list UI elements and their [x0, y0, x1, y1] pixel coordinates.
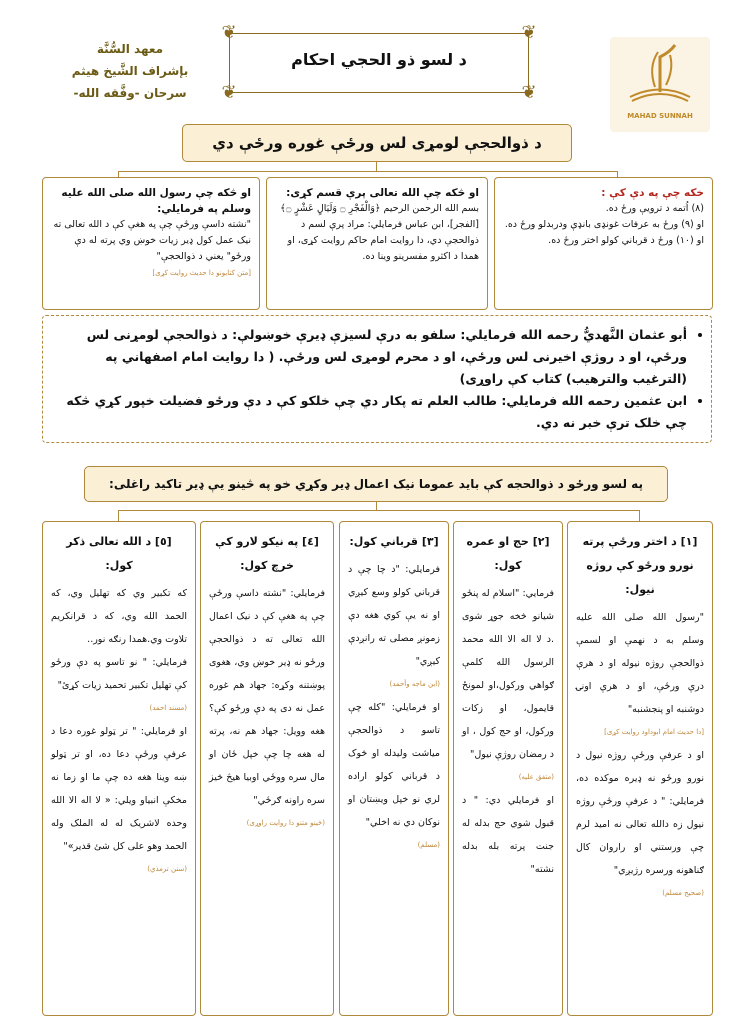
practice-column-1: [567, 521, 713, 1016]
quote-item: • ابن عثمين رحمه الله فرمايلي: طالب العلم ته پکار دي چې خلکو کې د دې ورځو فضيلت خپور کړي څکه چې خلک ترې خبر نه دي.: [57, 390, 687, 434]
practice-heading: [١] د اختر ورځې پرته نورو ورځو کې روژه نيول:: [582, 535, 698, 596]
logo: [610, 37, 710, 132]
institute-line-2: بإشراف الشَّيخ هيثم: [71, 64, 189, 78]
reason-item: (٨) اُتمه د ترويې ورځ ده.: [605, 203, 704, 214]
practice-text: "رسول الله صلی الله عليه وسلم به د نهمې او لسمې ذوالحجې روژه نيوله او د هرې درې ورځې، او د هرې اونۍ دوشنبه او پنجشنبه": [576, 612, 704, 715]
practice-column-5: [42, 521, 196, 1016]
reason-heading: او څکه چې رسول الله صلى الله عليه وسلم په فرمايلي:: [61, 187, 251, 215]
scholar-quotes: [42, 315, 712, 443]
institute-line-3: سرحان -وفَّقه الله-: [73, 86, 187, 100]
practice-text: فرمايي: "اسلام له پنځو شيانو څخه جوړ شوی .د لا اله الا الله محمد الرسول الله کلمې ګواهي ورکول،او لمونځ قايمول، او زکات ورکول، او حج کول ، او د رمضان روژې نيول": [462, 588, 554, 760]
citation: (څينو متنو دا روايت راوړی): [246, 819, 325, 827]
reason-item: او (١٠) ورځ د قرباني کولو اختر ورځ ده.: [548, 235, 704, 246]
practice-column-3: [339, 521, 449, 1016]
practice-text: که تکبير وي که تهليل وي، که الحمد الله وي، که د قرانکريم تلاوت وي.همدا رنګه نور..: [51, 588, 187, 645]
practice-text: او د عرفې ورځې روژه نيول د نورو ورځو نه ډيره موکده ده، فرمايلي: " د عرفې ورځې روژه نيول زه دالله تعالى نه اميد لرم چې ورستني او راروان کال ګناهونه ورسره رژيږي": [576, 750, 704, 876]
reason-text: بسم الله الرحمن الرحيم ﴿وَالْفَجْرِ ۝ وَلَيَالٍ عَشْرٍ ۝﴾ [الفجر]، ابن عباس فرمايلي: مراد پرې لسم د ذوالحجې دي، دا روايت امام حاکم روايت کړی، او همدا د اکثرو مفسرينو وينا ده.: [280, 203, 479, 262]
ornament-corner-icon: ❦: [221, 82, 237, 103]
citation: (صحيح مسلم): [662, 889, 704, 897]
practice-heading: [٣] قرباني کول:: [349, 535, 439, 548]
ornament-corner-icon: ❦: [521, 22, 537, 43]
reason-text: "نشته داسې ورځې چې په هغې کې د الله تعالى ته نيک عمل کول ډير زيات خوښ وي پرته له دې ورځو" يعني د ذوالحجې": [53, 219, 251, 262]
book-logo-icon: [610, 37, 710, 117]
citation: [متن کتابونو دا حديث روايت کړی]: [152, 269, 251, 277]
quote-item: • أبو عثمان النَّهديُّ رحمه الله فرمايلي: سلفو به درې لسيزې ډيرې خوښولې: د ذوالحجې لومړنی لس ورځې، او د روژې اخيرنی لس ورځې، او د محرم لومړی لس ورځې. ( دا روايت امام اصفهاني په (الترغيب والترهيب) کتاب کې راوړی): [57, 324, 687, 390]
citation: [دا حديث امام ابوداود روايت کړی]: [604, 728, 704, 736]
practice-text: او فرمايلي: " تر ټولو غوره دعا د عرفې ورځې دعا ده، او تر ټولو ښه وينا هغه ده چې ما او زما نه مخکې انبياو ويلي: « لا اله الا الله وحده لاشريک له له الملک وله الحمد وهو على کل شئ قدير»": [51, 726, 187, 852]
practice-text: فرمايلي: "د چا چې د قرباني کولو وسع کيږي او نه يې کوي هغه دې زمونږ مصلی ته رانږدې کيږي": [348, 564, 440, 667]
citation: (ابن ماجه وأحمد): [389, 680, 440, 688]
institute-line-1: معهد السُّنَّة: [96, 42, 164, 56]
practice-heading: [٥] د الله تعالى ذکر کول:: [66, 535, 172, 572]
citation: (متفق عليه): [518, 773, 554, 781]
citation: (مسلم): [417, 841, 440, 849]
main-heading: د ذوالحجې لومړی لس ورځې غوره ورځې دي: [182, 124, 572, 162]
practice-column-2: [453, 521, 563, 1016]
practice-text: فرمايلي: "نشته داسې ورځې چې په هغې کې د نيک اعمال الله تعالى ته د ذوالحجې ورځو نه ډير خوښ وي، هغوی پوښتنه وکړه: جهاد هم غوره عمل نه دی په دې ورځو کې؟ هغه وويل: جهاد هم نه، پرته له هغه چا چې خپل ځان او مال سره ووځي اوبيا هيڅ څيز سره راونه ګرځي": [209, 588, 325, 806]
citation: (سنن ترمذي): [147, 865, 187, 873]
practice-column-4: [200, 521, 334, 1016]
reason-box-days: [494, 177, 713, 310]
reason-item: او (٩) ورځ به عرفات غونډی بانډې ودربدلو ورځ ده.: [504, 219, 704, 230]
ornament-corner-icon: ❦: [221, 22, 237, 43]
practice-heading: [٤] په نيکو لارو کې خرچ کول:: [215, 535, 319, 572]
reason-heading: خکه چې په دې کې :: [601, 187, 704, 199]
connector-line: [118, 510, 640, 521]
title-frame: [221, 22, 537, 103]
page-title: د لسو ذو الحجي احکام: [291, 50, 467, 69]
logo-text: MAHAD SUNNAH: [627, 112, 693, 120]
citation: (مسند احمد): [149, 704, 187, 712]
practice-text: او فرمايلي: "کله چې تاسو د ذوالحجې مياشت وليدله او څوک د قرباني کولو اراده لري نو خپل ويښتان او نوکان دي نه اخلي": [348, 702, 440, 828]
reason-box-oath: [266, 177, 488, 310]
practice-text: فرمايلي: " نو تاسو په دې ورځو کې تهليل تکبير تحميد زيات کړئ": [51, 657, 187, 691]
reason-box-hadith: [42, 177, 260, 310]
practice-text: او فرمايلي دي: " د قبول شوي حج بدله له جنت پرته بله بدله نشته": [462, 795, 554, 875]
secondary-heading: په لسو ورځو د ذوالحجه کې بايد عموما نيک اعمال ډير وکړي خو په څينو يې ډير تاکيد راغلی:: [84, 466, 668, 502]
institute-name: [70, 38, 190, 104]
ornament-corner-icon: ❦: [521, 82, 537, 103]
practice-heading: [٢] حج او عمره کول:: [466, 535, 550, 572]
reason-heading: او څکه چې الله تعالى پرې قسم کړی:: [286, 187, 479, 199]
